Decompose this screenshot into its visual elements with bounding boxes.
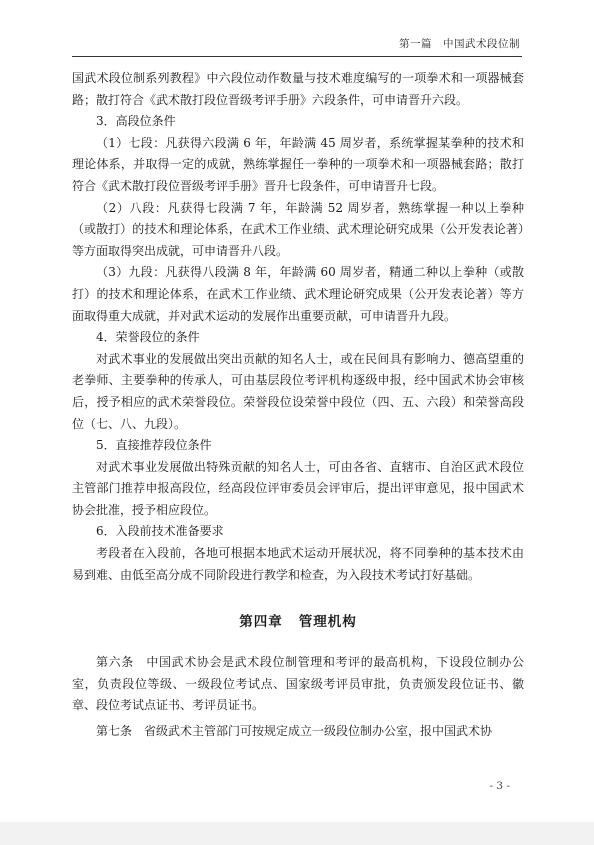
page-body [72, 68, 524, 743]
header-title: 第一篇 中国武术段位制 [399, 38, 520, 50]
section-heading-honorary: 4．荣誉段位的条件 [96, 330, 200, 345]
paragraph-eighth-dan: （2）八段：凡获得七段满 7 年，年龄满 52 周岁者，熟练掌握一种以上拳种（或散打）的技术和理论体系，在武术工作业绩、武术理论研究成果（公开发表论著）等方面取得突出成就，可申请晋升八段。 [72, 200, 524, 258]
article-seven: 第七条 省级武术主管部门可按规定成立一级段位制办公室，报中国武术协 [96, 724, 493, 739]
article-six: 第六条 中国武术协会是武术段位制管理和考评的最高机构，下设段位制办公室，负责段位等级、一级段位考试点、国家级考评员审批，负责颁发段位证书、徽章、段位考试点证书、考评员证书。 [72, 655, 524, 713]
section-heading-high-dan: 3．高段位条件 [96, 114, 176, 129]
chapter-number: 第四章 [239, 614, 283, 631]
section-heading-recommend: 5．直接推荐段位条件 [96, 438, 212, 453]
paragraph-recommend: 对武术事业发展做出特殊贡献的知名人士，可由各省、直辖市、自治区武术段位主管部门推荐申报高段位，经高段位评审委员会评审后，提出评审意见，报中国武术协会批准，授予相应段位。 [72, 459, 524, 517]
paragraph-seventh-dan: （1）七段：凡获得六段满 6 年，年龄满 45 周岁者，系统掌握某拳种的技术和理论体系，并取得一定的成就，熟练掌握任一拳种的一项拳术和一项器械套路；散打符合《武术散打段位晋级考评手册》晋升七段条件，可申请晋升七段。 [72, 135, 524, 193]
paragraph-continuation: 国武术段位制系列教程》中六段位动作数量与技术难度编写的一项拳术和一项器械套路；散打符合《武术散打段位晋级考评手册》六段条件，可申请晋升六段。 [72, 71, 524, 107]
paragraph-honorary: 对武术事业的发展做出突出贡献的知名人士，或在民间具有影响力、德高望重的老拳师、主要拳种的传承人，可由基层段位考评机构逐级申报，经中国武术协会审核后，授予相应的武术荣誉段位。荣誉段位设荣誉中段位（四、五、六段）和荣誉高段位（七、八、九段）。 [72, 351, 524, 431]
running-header [72, 36, 522, 57]
paragraph-preparation: 考段者在入段前，各地可根据本地武术运动开展状况，将不同拳种的基本技术由易到难、由低至高分成不同阶段进行教学和检查，为入段技术考试打好基础。 [72, 546, 524, 582]
chapter-heading [72, 610, 524, 630]
paragraph-ninth-dan: （3）九段：凡获得八段满 8 年，年龄满 60 周岁者，精通二种以上拳种（或散打）的技术和理论体系，在武术工作业绩、武术理论研究成果（公开发表论著）等方面取得重大成就，并对武术运动的发展作出重要贡献，可申请晋升九段。 [72, 265, 524, 323]
chapter-title: 管理机构 [298, 614, 357, 631]
section-heading-preparation: 6．入段前技术准备要求 [96, 524, 224, 539]
page-number: - 3 - [489, 780, 510, 792]
